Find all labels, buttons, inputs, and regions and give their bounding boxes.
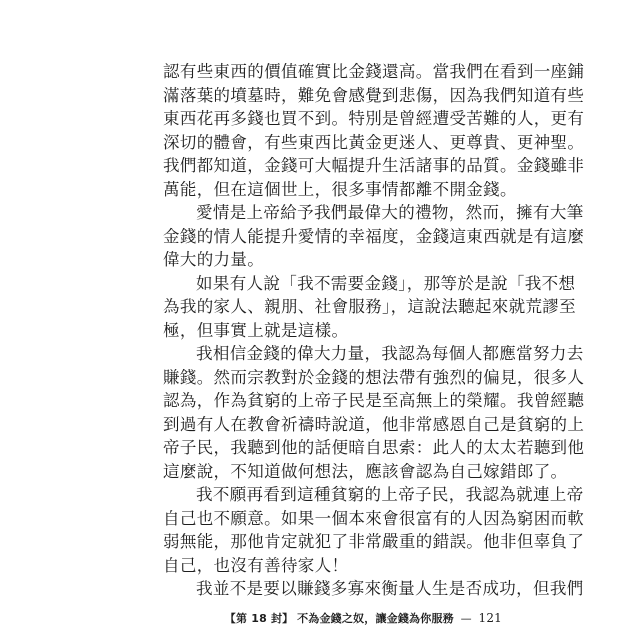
text-line: 我不願再看到這種貧窮的上帝子民，我認為就連上帝	[196, 485, 584, 504]
text-line: 為我的家人、親朋、社會服務」，這說法聽起來就荒謬至	[163, 297, 576, 316]
text-line: 滿落葉的墳墓時，難免會感覺到悲傷，因為我們知道有些	[163, 85, 585, 105]
text-line: 帝子民，我聽到他的話便暗自思索：此人的太太若聽到他	[163, 438, 585, 457]
text-line: 認有些東西的價值確實比金錢還高。當我們在看到一座鋪	[163, 62, 585, 81]
text-line: 偉大的力量。	[163, 250, 265, 269]
text-line: 我相信金錢的偉大力量，我認為每個人都應當努力去	[196, 344, 584, 363]
chapter-label: 【第 18 封】	[224, 612, 294, 625]
chapter-title: 不為金錢之奴，讓金錢為你服務	[297, 612, 454, 625]
text-line: 自己也不願意。如果一個本來會很富有的人因為窮困而軟	[163, 508, 585, 528]
text-line: 金錢的情人能提升愛情的幸福度，金錢這東西就是有這麼	[163, 226, 585, 246]
page-number: 121	[478, 611, 502, 625]
text-line: 到過有人在教會祈禱時說道，他非常感恩自己是貧窮的上	[163, 414, 585, 434]
text-line: 極，但事實上就是這樣。	[163, 320, 349, 340]
text-line: 賺錢。然而宗教對於金錢的想法帶有強烈的偏見，很多人	[163, 367, 585, 387]
text-line: 這麼說，不知道做何想法，應該會認為自己嫁錯郎了。	[163, 461, 568, 481]
text-line: 萬能，但在這個世上，很多事情都離不開金錢。	[163, 179, 517, 199]
text-line: 如果有人說「我不需要金錢」，那等於是說「我不想	[196, 273, 576, 293]
text-line: 深切的體會，有些東西比黃金更迷人、更尊貴、更神聖。	[163, 132, 585, 152]
text-line: 弱無能，那他肯定就犯了非常嚴重的錯誤。他非但辜負了	[163, 532, 585, 551]
footer-separator: —	[460, 612, 472, 625]
text-line: 東西花再多錢也買不到。特別是曾經遭受苦難的人，更有	[163, 109, 585, 128]
text-line: 我們都知道，金錢可大幅提升生活諸事的品質。金錢雖非	[163, 156, 585, 175]
text-line: 自己，也沒有善待家人！	[163, 555, 349, 575]
body-text	[163, 60, 585, 601]
page-footer	[225, 610, 502, 626]
text-line: 我並不是要以賺錢多寡來衡量人生是否成功，但我們	[196, 579, 584, 598]
text-line: 愛情是上帝給予我們最偉大的禮物，然而，擁有大筆	[196, 203, 584, 222]
text-line: 認為，作為貧窮的上帝子民是至高無上的榮耀。我曾經聽	[163, 391, 585, 410]
